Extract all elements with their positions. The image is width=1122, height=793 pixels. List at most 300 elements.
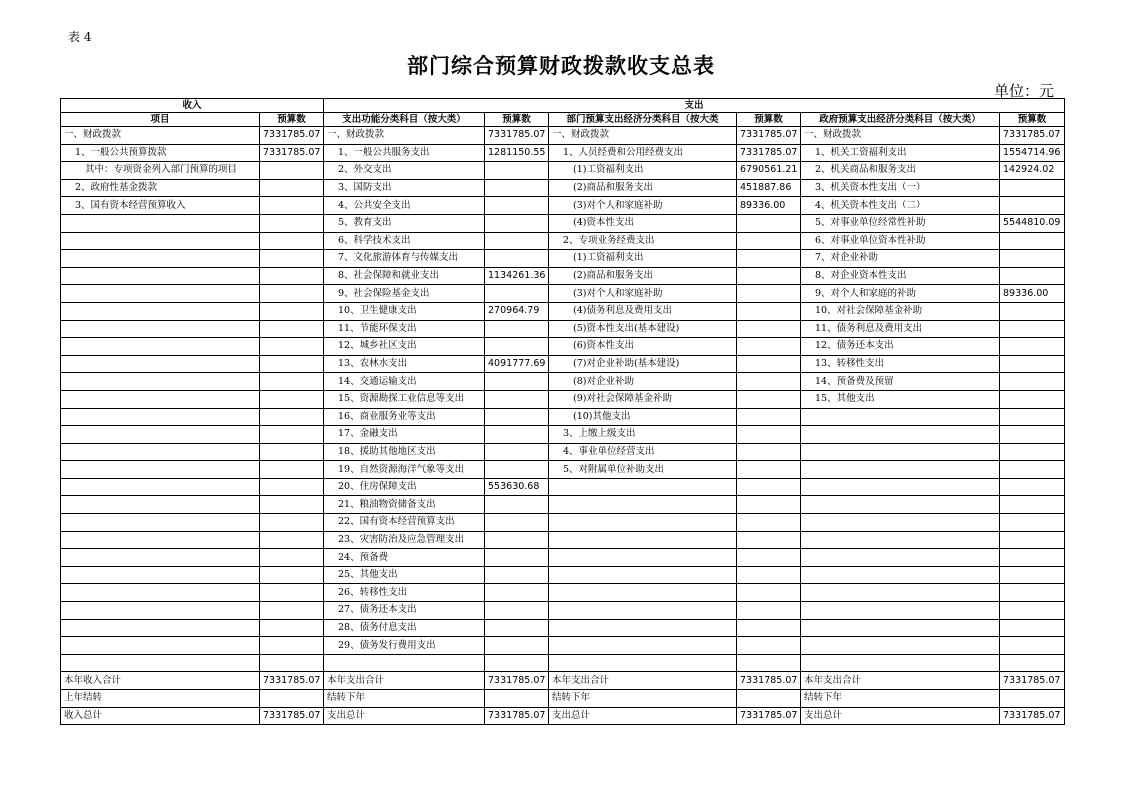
- income-budget-cell: [260, 373, 324, 391]
- table-row: [61, 214, 1065, 232]
- func-item-cell: [324, 654, 485, 672]
- func-budget-cell: [485, 496, 549, 514]
- dept-econ-item-cell: [549, 531, 737, 549]
- gov-econ-item-cell: [801, 461, 1000, 479]
- table-row: [61, 162, 1065, 180]
- gov-econ-budget-cell: [1000, 549, 1065, 567]
- func-budget-cell: [485, 566, 549, 584]
- gov-econ-item-cell: [801, 654, 1000, 672]
- gov-econ-item-cell: [801, 566, 1000, 584]
- income-item-cell: [61, 566, 260, 584]
- income-item-cell: 一、财政拨款: [61, 127, 260, 145]
- table-row: [61, 690, 1065, 708]
- func-budget-cell: [485, 320, 549, 338]
- dept-econ-item-cell: (2)商品和服务支出: [549, 179, 737, 197]
- func-budget-cell: [485, 690, 549, 708]
- dept-econ-item-cell: (5)资本性支出(基本建设): [549, 320, 737, 338]
- func-budget-cell: 553630.68: [485, 478, 549, 496]
- gov-econ-budget-cell: [1000, 250, 1065, 268]
- gov-econ-item-cell: 12、债务还本支出: [801, 338, 1000, 356]
- func-item-cell: 13、农林水支出: [324, 355, 485, 373]
- income-item-cell: [61, 214, 260, 232]
- income-budget-cell: [260, 637, 324, 655]
- dept-econ-item-cell: (2)商品和服务支出: [549, 267, 737, 285]
- dept-econ-budget-cell: [737, 426, 801, 444]
- gov-econ-budget-cell: [1000, 232, 1065, 250]
- func-item-cell: 18、援助其他地区支出: [324, 443, 485, 461]
- dept-econ-budget-cell: [737, 267, 801, 285]
- income-item-cell: [61, 637, 260, 655]
- dept-econ-item-cell: (10)其他支出: [549, 408, 737, 426]
- income-item-cell: [61, 426, 260, 444]
- table-row: [61, 426, 1065, 444]
- dept-econ-budget-cell: [737, 496, 801, 514]
- gov-econ-item-cell: 6、对事业单位资本性补助: [801, 232, 1000, 250]
- gov-econ-item-cell: 一、财政拨款: [801, 127, 1000, 145]
- col-func-header: 支出功能分类科目（按大类）: [324, 113, 485, 127]
- table-row: [61, 602, 1065, 620]
- gov-econ-budget-cell: [1000, 602, 1065, 620]
- income-budget-cell: [260, 602, 324, 620]
- table-row: [61, 408, 1065, 426]
- func-item-cell: 结转下年: [324, 690, 485, 708]
- func-item-cell: 10、卫生健康支出: [324, 302, 485, 320]
- table-row: [61, 637, 1065, 655]
- income-budget-cell: [260, 232, 324, 250]
- table-row: [61, 338, 1065, 356]
- gov-econ-budget-cell: [1000, 267, 1065, 285]
- table-row: [61, 619, 1065, 637]
- income-item-cell: [61, 584, 260, 602]
- gov-econ-item-cell: [801, 478, 1000, 496]
- func-budget-cell: [485, 584, 549, 602]
- income-budget-cell: [260, 408, 324, 426]
- dept-econ-item-cell: [549, 619, 737, 637]
- dept-econ-item-cell: (8)对企业补助: [549, 373, 737, 391]
- income-item-cell: [61, 602, 260, 620]
- table-row: [61, 707, 1065, 725]
- gov-econ-budget-cell: [1000, 619, 1065, 637]
- func-item-cell: 支出总计: [324, 707, 485, 725]
- income-item-cell: [61, 320, 260, 338]
- gov-econ-item-cell: [801, 531, 1000, 549]
- income-budget-cell: 7331785.07: [260, 127, 324, 145]
- func-budget-cell: [485, 338, 549, 356]
- func-item-cell: 23、灾害防治及应急管理支出: [324, 531, 485, 549]
- dept-econ-item-cell: 2、专项业务经费支出: [549, 232, 737, 250]
- table-row: [61, 584, 1065, 602]
- gov-econ-budget-cell: 5544810.09: [1000, 214, 1065, 232]
- income-budget-cell: [260, 531, 324, 549]
- dept-econ-budget-cell: [737, 461, 801, 479]
- table-row: [61, 514, 1065, 532]
- func-item-cell: 27、债务还本支出: [324, 602, 485, 620]
- func-budget-cell: [485, 408, 549, 426]
- func-budget-cell: [485, 373, 549, 391]
- table-row: [61, 127, 1065, 145]
- gov-econ-budget-cell: [1000, 179, 1065, 197]
- gov-econ-budget-cell: [1000, 320, 1065, 338]
- col-budget-header: 预算数: [485, 113, 549, 127]
- gov-econ-item-cell: [801, 584, 1000, 602]
- func-item-cell: 本年支出合计: [324, 672, 485, 690]
- dept-econ-budget-cell: [737, 338, 801, 356]
- func-item-cell: 24、预备费: [324, 549, 485, 567]
- func-budget-cell: [485, 602, 549, 620]
- income-budget-cell: [260, 426, 324, 444]
- income-item-cell: 2、政府性基金拨款: [61, 179, 260, 197]
- dept-econ-item-cell: [549, 514, 737, 532]
- income-item-cell: [61, 531, 260, 549]
- dept-econ-budget-cell: 7331785.07: [737, 707, 801, 725]
- income-budget-cell: [260, 549, 324, 567]
- gov-econ-budget-cell: [1000, 514, 1065, 532]
- income-budget-cell: [260, 496, 324, 514]
- income-item-cell: [61, 478, 260, 496]
- col-budget-header: 预算数: [737, 113, 801, 127]
- income-budget-cell: [260, 619, 324, 637]
- income-item-cell: [61, 408, 260, 426]
- gov-econ-budget-cell: [1000, 496, 1065, 514]
- gov-econ-budget-cell: [1000, 461, 1065, 479]
- gov-econ-budget-cell: [1000, 390, 1065, 408]
- dept-econ-item-cell: [549, 478, 737, 496]
- gov-econ-budget-cell: 1554714.96: [1000, 144, 1065, 162]
- table-row: [61, 355, 1065, 373]
- func-budget-cell: [485, 549, 549, 567]
- income-item-cell: [61, 302, 260, 320]
- func-item-cell: 15、资源勘探工业信息等支出: [324, 390, 485, 408]
- dept-econ-budget-cell: [737, 355, 801, 373]
- income-item-cell: [61, 654, 260, 672]
- gov-econ-item-cell: 5、对事业单位经常性补助: [801, 214, 1000, 232]
- dept-econ-item-cell: 结转下年: [549, 690, 737, 708]
- gov-econ-budget-cell: [1000, 637, 1065, 655]
- dept-econ-item-cell: (1)工资福利支出: [549, 250, 737, 268]
- func-budget-cell: [485, 390, 549, 408]
- gov-econ-budget-cell: [1000, 566, 1065, 584]
- func-budget-cell: 270964.79: [485, 302, 549, 320]
- income-item-cell: [61, 514, 260, 532]
- table-row: [61, 531, 1065, 549]
- dept-econ-item-cell: 5、对附属单位补助支出: [549, 461, 737, 479]
- gov-econ-budget-cell: 89336.00: [1000, 285, 1065, 303]
- table-row: [61, 566, 1065, 584]
- gov-econ-budget-cell: [1000, 355, 1065, 373]
- col-dept-econ-header: 部门预算支出经济分类科目（按大类: [549, 113, 737, 127]
- func-item-cell: 9、社会保险基金支出: [324, 285, 485, 303]
- func-budget-cell: [485, 514, 549, 532]
- table-number-label: 表 4: [68, 30, 92, 44]
- income-item-cell: [61, 461, 260, 479]
- func-budget-cell: [485, 443, 549, 461]
- dept-econ-budget-cell: [737, 232, 801, 250]
- gov-econ-budget-cell: [1000, 338, 1065, 356]
- gov-econ-item-cell: 1、机关工资福利支出: [801, 144, 1000, 162]
- dept-econ-item-cell: [549, 496, 737, 514]
- dept-econ-budget-cell: [737, 285, 801, 303]
- dept-econ-budget-cell: [737, 566, 801, 584]
- income-budget-cell: [260, 338, 324, 356]
- col-budget-header: 预算数: [1000, 113, 1065, 127]
- dept-econ-budget-cell: [737, 584, 801, 602]
- dept-econ-budget-cell: 451887.86: [737, 179, 801, 197]
- col-gov-econ-header: 政府预算支出经济分类科目（按大类）: [801, 113, 1000, 127]
- income-item-cell: 上年结转: [61, 690, 260, 708]
- dept-econ-budget-cell: 7331785.07: [737, 144, 801, 162]
- income-budget-cell: [260, 267, 324, 285]
- func-item-cell: 29、债务发行费用支出: [324, 637, 485, 655]
- income-budget-cell: 7331785.07: [260, 144, 324, 162]
- dept-econ-budget-cell: [737, 320, 801, 338]
- table-row: [61, 549, 1065, 567]
- dept-econ-item-cell: (4)债务利息及费用支出: [549, 302, 737, 320]
- dept-econ-item-cell: [549, 549, 737, 567]
- gov-econ-item-cell: [801, 514, 1000, 532]
- income-item-cell: [61, 496, 260, 514]
- income-item-cell: [61, 267, 260, 285]
- dept-econ-item-cell: 1、人员经费和公用经费支出: [549, 144, 737, 162]
- table-row: [61, 390, 1065, 408]
- dept-econ-budget-cell: 6790561.21: [737, 162, 801, 180]
- income-budget-cell: [260, 390, 324, 408]
- income-budget-cell: 7331785.07: [260, 672, 324, 690]
- dept-econ-item-cell: [549, 637, 737, 655]
- func-item-cell: 20、住房保障支出: [324, 478, 485, 496]
- dept-econ-budget-cell: 7331785.07: [737, 127, 801, 145]
- gov-econ-item-cell: 9、对个人和家庭的补助: [801, 285, 1000, 303]
- dept-econ-budget-cell: [737, 443, 801, 461]
- income-item-cell: [61, 338, 260, 356]
- table-row: [61, 320, 1065, 338]
- func-item-cell: 6、科学技术支出: [324, 232, 485, 250]
- gov-econ-budget-cell: [1000, 197, 1065, 215]
- income-budget-cell: [260, 285, 324, 303]
- gov-econ-item-cell: [801, 637, 1000, 655]
- gov-econ-budget-cell: 7331785.07: [1000, 127, 1065, 145]
- gov-econ-budget-cell: [1000, 584, 1065, 602]
- income-budget-cell: [260, 197, 324, 215]
- dept-econ-item-cell: 3、上缴上级支出: [549, 426, 737, 444]
- income-item-cell: [61, 390, 260, 408]
- func-item-cell: 7、文化旅游体育与传媒支出: [324, 250, 485, 268]
- budget-table: [60, 98, 1065, 725]
- income-header: 收入: [61, 99, 324, 113]
- gov-econ-budget-cell: [1000, 373, 1065, 391]
- gov-econ-item-cell: 15、其他支出: [801, 390, 1000, 408]
- func-budget-cell: [485, 162, 549, 180]
- func-budget-cell: 1134261.36: [485, 267, 549, 285]
- income-item-cell: 其中：专项资金列入部门预算的项目: [61, 162, 260, 180]
- func-item-cell: 8、社会保障和就业支出: [324, 267, 485, 285]
- func-budget-cell: 7331785.07: [485, 127, 549, 145]
- gov-econ-item-cell: [801, 619, 1000, 637]
- func-budget-cell: [485, 250, 549, 268]
- func-budget-cell: 4091777.69: [485, 355, 549, 373]
- income-budget-cell: [260, 514, 324, 532]
- dept-econ-item-cell: (7)对企业补助(基本建设): [549, 355, 737, 373]
- func-item-cell: 19、自然资源海洋气象等支出: [324, 461, 485, 479]
- dept-econ-budget-cell: [737, 373, 801, 391]
- gov-econ-item-cell: 3、机关资本性支出（一）: [801, 179, 1000, 197]
- dept-econ-item-cell: (3)对个人和家庭补助: [549, 197, 737, 215]
- gov-econ-budget-cell: [1000, 443, 1065, 461]
- dept-econ-item-cell: (6)资本性支出: [549, 338, 737, 356]
- func-budget-cell: 7331785.07: [485, 672, 549, 690]
- dept-econ-item-cell: [549, 584, 737, 602]
- dept-econ-item-cell: 本年支出合计: [549, 672, 737, 690]
- func-budget-cell: [485, 426, 549, 444]
- func-item-cell: 一、财政拨款: [324, 127, 485, 145]
- table-row: [61, 250, 1065, 268]
- func-item-cell: 22、国有资本经营预算支出: [324, 514, 485, 532]
- dept-econ-budget-cell: [737, 637, 801, 655]
- gov-econ-budget-cell: [1000, 654, 1065, 672]
- dept-econ-item-cell: 4、事业单位经营支出: [549, 443, 737, 461]
- income-item-cell: 3、国有资本经营预算收入: [61, 197, 260, 215]
- func-item-cell: 25、其他支出: [324, 566, 485, 584]
- dept-econ-item-cell: (9)对社会保障基金补助: [549, 390, 737, 408]
- income-item-cell: [61, 373, 260, 391]
- func-item-cell: 2、外交支出: [324, 162, 485, 180]
- func-item-cell: 26、转移性支出: [324, 584, 485, 602]
- gov-econ-item-cell: 结转下年: [801, 690, 1000, 708]
- income-budget-cell: [260, 250, 324, 268]
- income-budget-cell: [260, 566, 324, 584]
- dept-econ-item-cell: (1)工资福利支出: [549, 162, 737, 180]
- func-item-cell: 12、城乡社区支出: [324, 338, 485, 356]
- table-row: [61, 267, 1065, 285]
- income-budget-cell: 7331785.07: [260, 707, 324, 725]
- dept-econ-item-cell: (3)对个人和家庭补助: [549, 285, 737, 303]
- income-item-cell: [61, 549, 260, 567]
- gov-econ-budget-cell: [1000, 302, 1065, 320]
- table-row: [61, 496, 1065, 514]
- dept-econ-budget-cell: [737, 214, 801, 232]
- gov-econ-budget-cell: 7331785.07: [1000, 672, 1065, 690]
- income-budget-cell: [260, 478, 324, 496]
- income-budget-cell: [260, 179, 324, 197]
- dept-econ-item-cell: [549, 654, 737, 672]
- func-budget-cell: [485, 461, 549, 479]
- income-budget-cell: [260, 654, 324, 672]
- table-row: [61, 461, 1065, 479]
- table-row: [61, 654, 1065, 672]
- gov-econ-item-cell: 2、机关商品和服务支出: [801, 162, 1000, 180]
- dept-econ-budget-cell: [737, 531, 801, 549]
- income-item-cell: [61, 355, 260, 373]
- func-item-cell: 16、商业服务业等支出: [324, 408, 485, 426]
- unit-label: 单位：元: [993, 82, 1054, 100]
- gov-econ-budget-cell: [1000, 478, 1065, 496]
- table-row: [61, 179, 1065, 197]
- gov-econ-item-cell: 10、对社会保障基金补助: [801, 302, 1000, 320]
- dept-econ-budget-cell: [737, 514, 801, 532]
- col-item-header: 项目: [61, 113, 260, 127]
- gov-econ-item-cell: 4、机关资本性支出（二）: [801, 197, 1000, 215]
- income-budget-cell: [260, 690, 324, 708]
- func-budget-cell: [485, 214, 549, 232]
- dept-econ-budget-cell: [737, 408, 801, 426]
- func-budget-cell: 7331785.07: [485, 707, 549, 725]
- func-budget-cell: 1281150.55: [485, 144, 549, 162]
- table-row: [61, 443, 1065, 461]
- dept-econ-item-cell: [549, 566, 737, 584]
- income-budget-cell: [260, 320, 324, 338]
- func-item-cell: 21、粮油物资储备支出: [324, 496, 485, 514]
- income-item-cell: 收入总计: [61, 707, 260, 725]
- func-budget-cell: [485, 619, 549, 637]
- income-item-cell: [61, 443, 260, 461]
- func-item-cell: 3、国防支出: [324, 179, 485, 197]
- gov-econ-budget-cell: [1000, 690, 1065, 708]
- income-budget-cell: [260, 584, 324, 602]
- func-item-cell: 28、债务付息支出: [324, 619, 485, 637]
- table-row: [61, 672, 1065, 690]
- table-row: [61, 144, 1065, 162]
- income-item-cell: 本年收入合计: [61, 672, 260, 690]
- table-row: [61, 197, 1065, 215]
- gov-econ-item-cell: 8、对企业资本性支出: [801, 267, 1000, 285]
- func-budget-cell: [485, 179, 549, 197]
- gov-econ-budget-cell: [1000, 408, 1065, 426]
- expense-header: 支出: [324, 99, 1065, 113]
- table-row: [61, 232, 1065, 250]
- dept-econ-budget-cell: [737, 690, 801, 708]
- page-title: 部门综合预算财政拨款收支总表: [407, 53, 715, 78]
- income-item-cell: [61, 619, 260, 637]
- income-budget-cell: [260, 443, 324, 461]
- gov-econ-item-cell: 7、对企业补助: [801, 250, 1000, 268]
- income-budget-cell: [260, 355, 324, 373]
- func-budget-cell: [485, 197, 549, 215]
- dept-econ-budget-cell: [737, 302, 801, 320]
- func-budget-cell: [485, 654, 549, 672]
- income-budget-cell: [260, 461, 324, 479]
- dept-econ-budget-cell: [737, 654, 801, 672]
- table-row: [61, 302, 1065, 320]
- dept-econ-item-cell: 一、财政拨款: [549, 127, 737, 145]
- income-budget-cell: [260, 302, 324, 320]
- gov-econ-budget-cell: [1000, 531, 1065, 549]
- table-row: [61, 285, 1065, 303]
- income-item-cell: [61, 285, 260, 303]
- gov-econ-item-cell: [801, 496, 1000, 514]
- func-budget-cell: [485, 531, 549, 549]
- dept-econ-budget-cell: [737, 250, 801, 268]
- gov-econ-budget-cell: [1000, 426, 1065, 444]
- gov-econ-item-cell: [801, 408, 1000, 426]
- income-item-cell: [61, 250, 260, 268]
- gov-econ-item-cell: 13、转移性支出: [801, 355, 1000, 373]
- gov-econ-item-cell: [801, 602, 1000, 620]
- dept-econ-budget-cell: [737, 390, 801, 408]
- gov-econ-budget-cell: 142924.02: [1000, 162, 1065, 180]
- func-budget-cell: [485, 232, 549, 250]
- dept-econ-budget-cell: [737, 619, 801, 637]
- gov-econ-budget-cell: 7331785.07: [1000, 707, 1065, 725]
- dept-econ-budget-cell: 7331785.07: [737, 672, 801, 690]
- income-budget-cell: [260, 214, 324, 232]
- func-budget-cell: [485, 285, 549, 303]
- table-row: [61, 373, 1065, 391]
- func-item-cell: 17、金融支出: [324, 426, 485, 444]
- gov-econ-item-cell: [801, 426, 1000, 444]
- func-item-cell: 5、教育支出: [324, 214, 485, 232]
- gov-econ-item-cell: 11、债务利息及费用支出: [801, 320, 1000, 338]
- gov-econ-item-cell: [801, 443, 1000, 461]
- income-item-cell: 1、一般公共预算拨款: [61, 144, 260, 162]
